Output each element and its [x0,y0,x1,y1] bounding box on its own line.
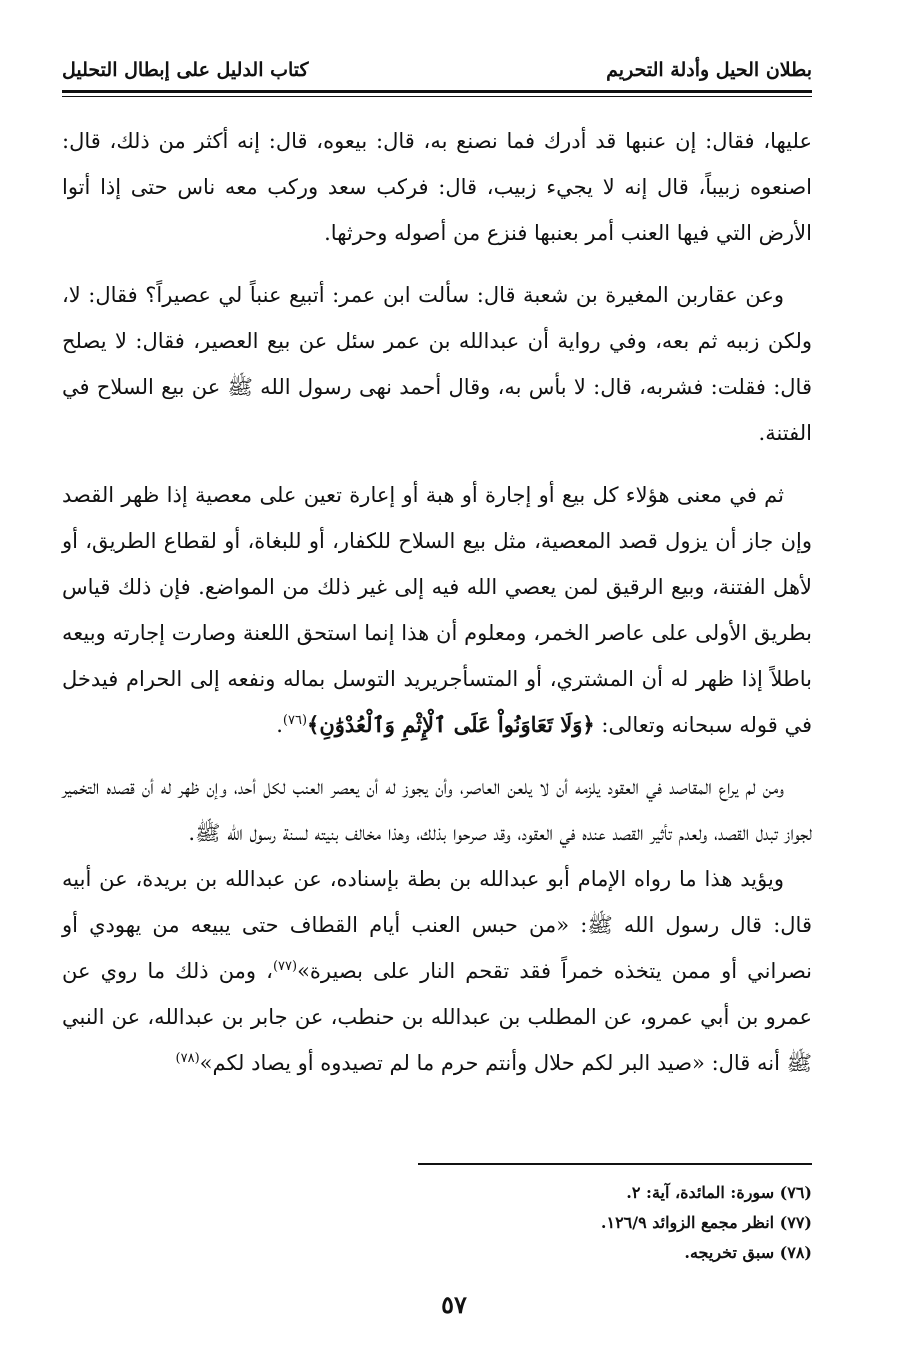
footnote-77: (٧٧) انظر مجمع الزوائد ١٢٦/٩. [600,1213,812,1232]
quran-verse: ﴿وَلَا تَعَاوَنُواْ عَلَى ٱلْإِثْمِ وَٱلْعُدْوَٰنِ﴾ [307,712,595,737]
running-head [62,52,812,88]
header-book-title: كتاب الدليل على إبطال التحليل [62,59,309,81]
header-rule-thick [62,90,812,93]
header-chapter-title: بطلان الحيل وأدلة التحريم [606,59,812,81]
paragraph-3: ثم في معنى هؤلاء كل بيع أو إجارة أو هبة أو إعارة تعين على معصية إذا ظهر القصد وإن جاز أن يزول قصد المعصية، مثل بيع السلاح للكفار، أو للبغاة، أو لقطاع الطريق، أو لأهل الفتنة، وبيع الرقيق لمن يعصي الله فيه إلى غير ذلك من المواضع. فإن ذلك قياس بطريق الأولى على عاصر الخمر، ومعلوم أن هذا إنما استحق اللعنة وصارت إجارته وبيعه باطلاً إذا ظهر له أن المشتري، أو المتسأجريريد التوسل بماله ونفعه إلى الحرام فيدخل في قوله سبحانه وتعالى: ﴿وَلَا تَعَاوَنُواْ عَلَى ٱلْإِثْمِ وَٱلْعُدْوَٰنِ﴾$^{(٧٦)}$. [62,483,812,737]
paragraph-1: عليها، فقال: إن عنبها قد أدرك فما نصنع به، قال: بيعوه، قال: إنه أكثر من ذلك، قال: اصنعوه زبيباً، قال إنه لا يجيء زبيب، قال: فركب سعد وركب معه ناس حتى إذا أتوا الأرض التي فيها العنب أمر بعنبها فنزع من أصوله وحرثها. [62,129,812,245]
footnote-separator [418,1163,812,1165]
paragraph-4: ومن لم يراع المقاصد في العقود يلزمه أن لا يلعن العاصر، وأن يجوز له أن يعصر العنب لكل أحد، وإن ظهر له أن قصده التخمير لجواز تبدل القصد، ولعدم تأثير القصد عنده في العقود، وقد صرحوا بذلك، وهذا مخالف بنيته لسنة رسول الله ﷺ. [62,775,812,845]
footnote-ref-78: (٧٨) [175,1051,200,1066]
paragraph-2: وعن عقاربن المغيرة بن شعبة قال: سألت ابن عمر: أتبيع عنباً لي عصيراً؟ فقال: لا، ولكن زببه ثم بعه، وفي رواية أن عبدالله بن عمر سئل عن بيع العصير، فقال: لا يصلح قال: فقلت: فشربه، قال: لا بأس به، وقال أحمد نهى رسول الله ﷺ عن بيع السلاح في الفتنة. [62,283,812,445]
footnote-78: (٧٨) سبق تخريجه. [684,1243,812,1262]
header-rule-thin [62,96,812,97]
footnote-76: (٧٦) سورة: المائدة، آية: ٢. [626,1183,812,1202]
footnote-ref-76: (٧٦) [282,713,308,728]
paragraph-5: ويؤيد هذا ما رواه الإمام أبو عبدالله بن بطة بإسناده، عن عبدالله بن بريدة، عن أبيه قال: قال رسول الله ﷺ: «من حبس العنب أيام القطاف حتى يبيعه من يهودي أو نصراني أو ممن يتخذه خمراً فقد تقحم النار على بصيرة»$^{(٧٧)}$، ومن ذلك ما روي عن عمرو بن أبي عمرو، عن المطلب بن عبدالله بن حنطب، عن جابر بن عبدالله، عن النبي ﷺ أنه قال: «صيد البر لكم حلال وأنتم حرم ما لم تصيدوه أو يصاد لكم»$^{(٧٨)}$ [62,867,812,1075]
footnote-ref-77: (٧٧) [272,959,298,974]
footnotes [300,1178,812,1268]
page-number: ٥٧ [441,1290,467,1319]
main-text [62,118,812,1086]
